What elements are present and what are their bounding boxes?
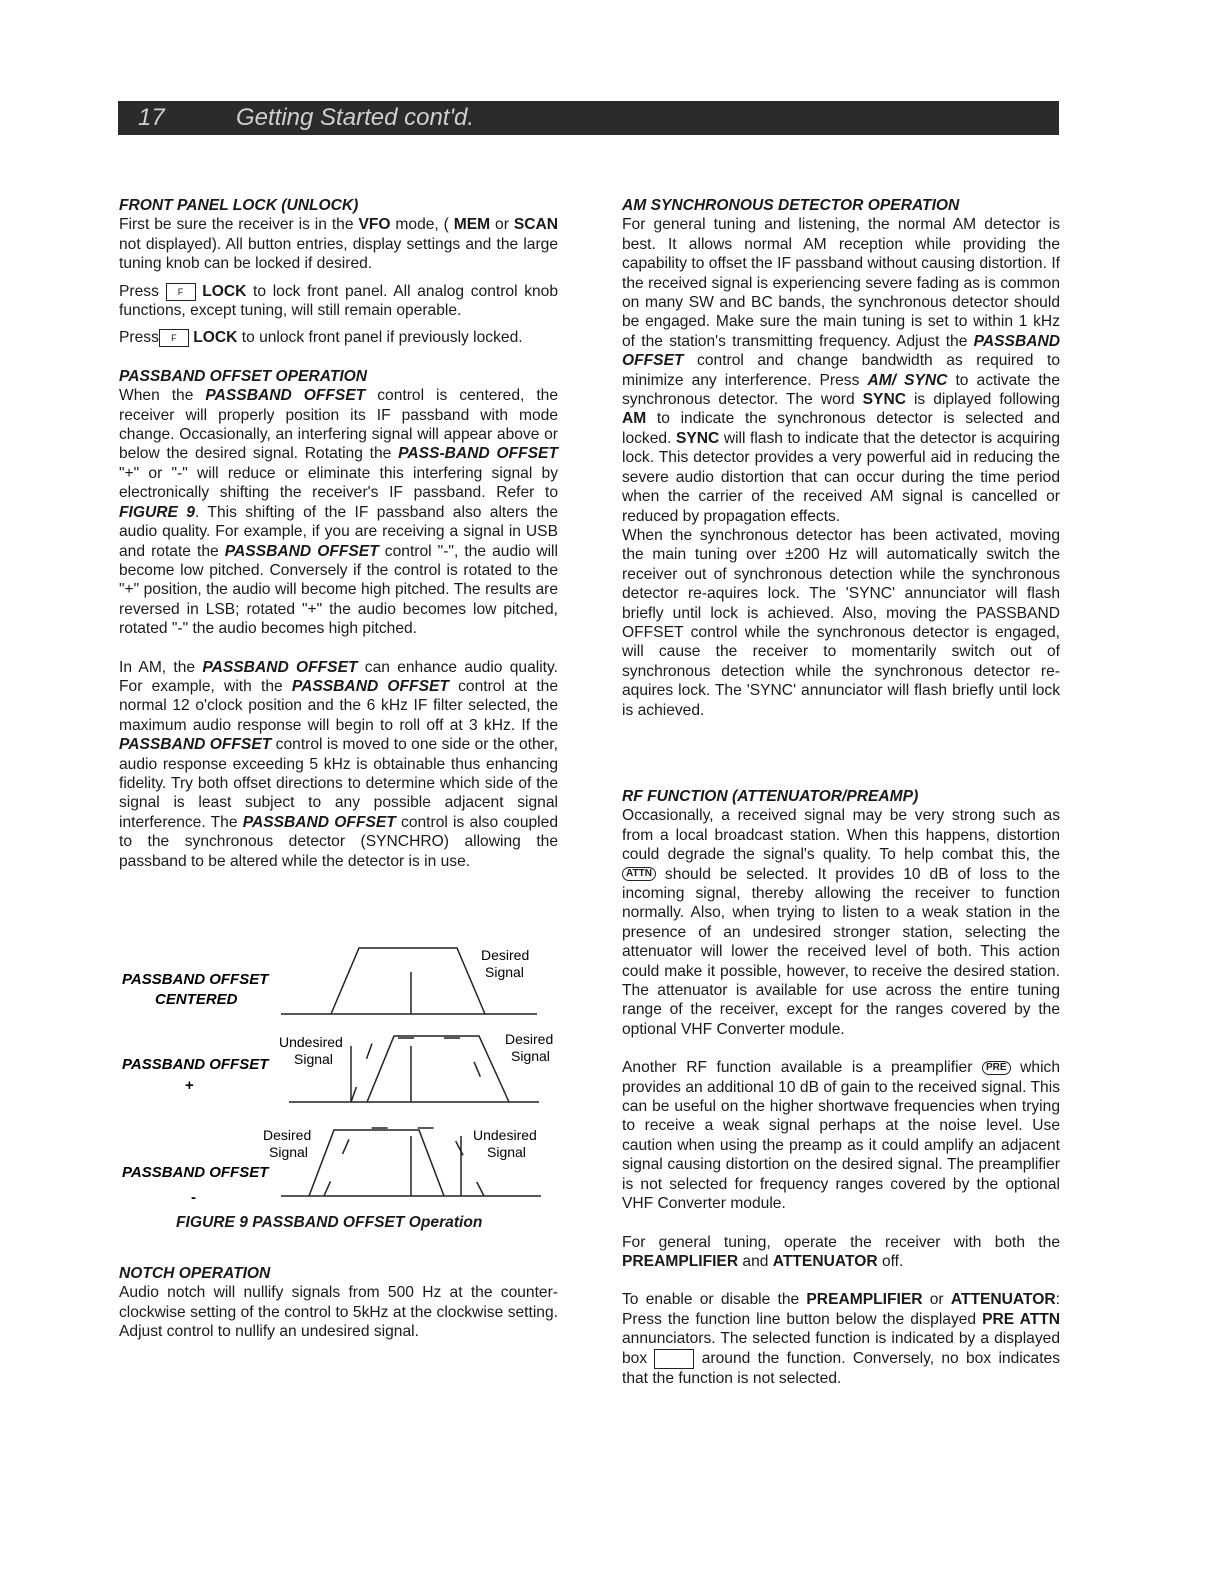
passband-minus-shifted xyxy=(309,1130,444,1196)
rf-paragraph-4: To enable or disable the PREAMPLIFIER or ATTENUATOR: Press the function line button below the displayed PRE ATTN annunciators. The selected function is indicated by a displayed box around the function. Conversely, no box indicates that the function is not selected. xyxy=(622,1291,1061,1387)
label-minus-1: PASSBAND OFFSET xyxy=(122,1164,269,1181)
selection-box-icon xyxy=(654,1349,694,1369)
passband-centered xyxy=(331,948,485,1014)
right-column xyxy=(622,196,1060,1388)
am-sync-paragraph-1: For general tuning and listening, the normal AM detector is best. It allows normal AM reception while providing the capability to offset the IF passband without causing distortion. If the received signal is experiencing severe fading as is common on many SW and BC bands, the synchronous detector should be engaged. Make sure the main tuning is set to within 1 kHz of the station's transmitting frequency. Adjust the PASSBAND OFFSET control and change bandwidth as required to minimize any interference. Press AM/ SYNC to activate the synchronous detector. The word SYNC is diplayed following AM to indicate the synchronous detector is selected and locked. SYNC will flash to indicate that the detector is acquiring lock. This detector provides a very powerful aid in reducing the severe audio distortion that can occur during the time period when the carrier of the received AM signal is cancelled or reduced by propagation effects. xyxy=(622,216,1061,525)
notch-section xyxy=(119,1264,558,1342)
label-plus-2: + xyxy=(185,1077,194,1094)
figure-caption: FIGURE 9 PASSBAND OFFSET Operation xyxy=(176,1214,483,1231)
notch-paragraph: Audio notch will nullify signals from 500 Hz at the counter-clockwise setting of the control to 5kHz at the clockwise setting. Adjust control to nullify an undesired signal. xyxy=(119,1284,558,1341)
passband-paragraph-1: When the PASSBAND OFFSET control is centered, the receiver will properly position its IF passband with mode change. Occasionally, an interfering signal will appear above or below the desired signal. Rotating the PASS-BAND OFFSET "+" or "-" will reduce or eliminate this interfering signal by electronically shifting the receiver's IF passband. Refer to FIGURE 9. This shifting of the IF passband also alters the audio quality. For example, if you are receiving a signal in USB and rotate the PASSBAND OFFSET control "-", the audio will become low pitched. Conversely if the control is rotated to the "+" position, the audio will become high pitched. The results are reversed in LSB; rotated "+" the audio becomes low pitched, rotated "-" the audio becomes high pitched. xyxy=(119,387,558,638)
passband-diagram xyxy=(119,940,559,1210)
page-number: 17 xyxy=(138,104,165,131)
passband-plus-shifted xyxy=(367,1036,509,1102)
desired-label-1: Desired xyxy=(481,947,530,963)
function-key-icon: F xyxy=(159,329,189,347)
rf-paragraph-2: Another RF function available is a preamplifier PRE which provides an additional 10 dB of gain to the received signal. This can be useful on the higher shortwave frequencies when trying to receive a weak signal perhaps at the noise level. Use caution when using the preamp as it could amplify an adjacent signal causing distortion on the desired signal. The preamplifier is not selected for frequency ranges covered by the optional VHF Converter module. xyxy=(622,1059,1061,1213)
undesired-label-plus: Undesired xyxy=(279,1034,343,1050)
section-heading-rf: RF FUNCTION (ATTENUATOR/PREAMP) xyxy=(622,787,919,805)
lock-paragraph-3: Press F LOCK to unlock front panel if previously locked. xyxy=(119,329,523,347)
figure-9 xyxy=(119,940,559,1240)
desired-label-plus: Desired xyxy=(505,1031,554,1047)
section-heading-passband: PASSBAND OFFSET OPERATION xyxy=(119,367,368,385)
signal-label-plus-right: Signal xyxy=(511,1048,550,1064)
page-header xyxy=(118,101,1059,135)
page-title: Getting Started cont'd. xyxy=(236,104,475,131)
section-heading-am-sync: AM SYNCHRONOUS DETECTOR OPERATION xyxy=(622,197,960,214)
label-centered-1: PASSBAND OFFSET xyxy=(122,971,269,988)
am-sync-paragraph-2: When the synchronous detector has been activated, moving the main tuning over ±200 Hz will automatically switch the receiver out of synchronous detection while the synchronous detector re-aquires lock. The 'SYNC' annunciator will flash briefly until lock is achieved. Also, moving the PASSBAND OFFSET control while the synchronous detector is engaged, will cause the receiver to momentarily switch out of synchronous detection while the synchronous detector re-aquires lock. The 'SYNC' annunciator will flash briefly until lock is achieved. xyxy=(622,526,1060,719)
desired-label-minus: Desired xyxy=(263,1127,312,1143)
function-key-icon: F xyxy=(166,283,196,301)
attn-button-icon: ATTN xyxy=(622,867,656,881)
lock-paragraph-2: Press F LOCK to lock front panel. All analog control knob functions, except tuning, will still remain operable. xyxy=(119,282,559,320)
signal-label-1: Signal xyxy=(485,964,524,980)
passband-paragraph-2: In AM, the PASSBAND OFFSET can enhance audio quality. For example, with the PASSBAND OFFSET control at the normal 12 o'clock position and the 6 kHz IF filter selected, the maximum audio response will begin to roll off at 3 kHz. If the PASSBAND OFFSET control is moved to one side or the other, audio response exceeding 5 kHz is obtainable thus enhancing fidelity. Try both offset directions to determine which side of the signal is least subject to any possible adjacent signal interference. The PASSBAND OFFSET control is also coupled to the synchronous detector (SYNCHRO) allowing the passband to be altered while the detector is in use. xyxy=(119,658,558,870)
lock-paragraph-1: First be sure the receiver is in the VFO mode, ( MEM or SCAN not displayed). All button entries, display settings and the large tuning knob can be locked if desired. xyxy=(119,216,559,273)
section-heading-lock: FRONT PANEL LOCK (UNLOCK) xyxy=(119,197,359,214)
signal-label-minus-right: Signal xyxy=(487,1144,526,1160)
signal-label-plus-left: Signal xyxy=(294,1051,333,1067)
rf-paragraph-1: Occasionally, a received signal may be very strong such as from a local broadcast station. When this happens, distortion could degrade the signal's quality. To help combat this, the ATTN should be selected. It provides 10 dB of loss to the incoming signal, thereby allowing the receiver to function normally. Also, when trying to listen to a weak station in the presence of an undesired stronger station, selecting the attenuator will lower the received level of both. This action could make it possible, however, to receive the desired station. The attenuator is available for use across the entire tuning range of the receiver, except for the ranges covered by the optional VHF Converter module. xyxy=(622,807,1060,1038)
label-minus-2: - xyxy=(191,1189,196,1206)
label-plus-1: PASSBAND OFFSET xyxy=(122,1056,269,1073)
undesired-label-minus: Undesired xyxy=(473,1127,537,1143)
pre-button-icon: PRE xyxy=(982,1061,1011,1075)
rf-paragraph-3: For general tuning, operate the receiver with both the PREAMPLIFIER and ATTENUATOR off. xyxy=(622,1233,1060,1270)
passband-plus-original xyxy=(351,1038,491,1102)
label-centered-2: CENTERED xyxy=(155,991,238,1008)
signal-label-minus-left: Signal xyxy=(269,1144,308,1160)
section-heading-notch: NOTCH OPERATION xyxy=(119,1265,271,1282)
left-column xyxy=(119,196,558,871)
passband-minus-original xyxy=(324,1128,484,1196)
